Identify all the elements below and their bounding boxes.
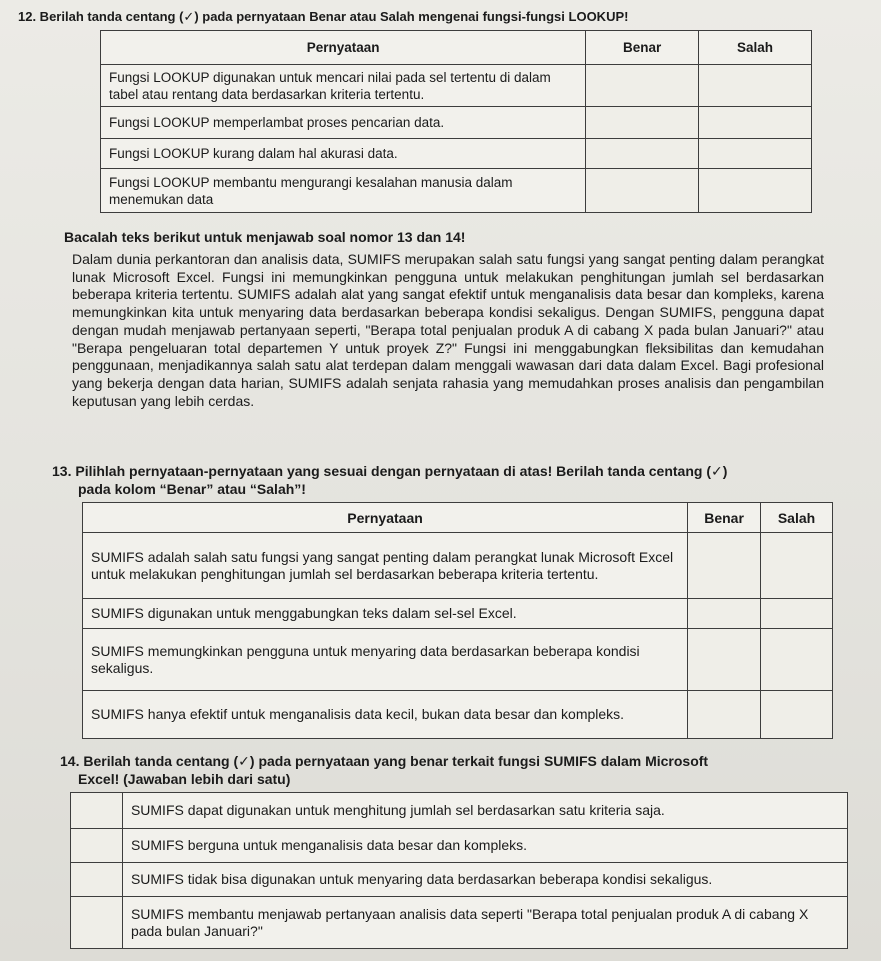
q12-salah-cell[interactable] [699, 65, 812, 107]
list-item [71, 897, 848, 949]
table-row [83, 533, 833, 599]
q12-header-salah: Salah [699, 31, 812, 65]
list-item [71, 863, 848, 897]
q13-benar-cell[interactable] [688, 691, 761, 739]
table-row [83, 691, 833, 739]
table-row [83, 599, 833, 629]
q13-prompt-line1: 13. Pilihlah pernyataan-pernyataan yang sesuai dengan pernyataan di atas! Berilah tanda centang (✓) [52, 463, 728, 479]
q13-salah-cell[interactable] [761, 629, 833, 691]
q12-benar-cell[interactable] [586, 107, 699, 139]
q13-salah-cell[interactable] [761, 533, 833, 599]
q12-header-statement: Pernyataan [101, 31, 586, 65]
q12-benar-cell[interactable] [586, 169, 699, 213]
q13-statement: SUMIFS hanya efektif untuk menganalisis data kecil, bukan data besar dan kompleks. [83, 691, 688, 739]
q14-option: SUMIFS tidak bisa digunakan untuk menyaring data berdasarkan beberapa kondisi sekaligus. [122, 863, 847, 897]
q13-statement: SUMIFS adalah salah satu fungsi yang sangat penting dalam perangkat lunak Microsoft Excel untuk melakukan penghitungan jumlah sel berdasarkan beberapa kriteria tertentu. [83, 533, 688, 599]
q13-salah-cell[interactable] [761, 599, 833, 629]
table-row [101, 65, 812, 107]
reading-passage: Dalam dunia perkantoran dan analisis data, SUMIFS merupakan salah satu fungsi yang sangat penting dalam perangkat lunak Microsoft Excel. Fungsi ini memungkinkan pengguna untuk melakukan penghitungan jumlah sel berdasarkan beberapa kriteria tertentu. SUMIFS adalah alat yang sangat efektif untuk menganalisis data besar dan kompleks, karena memungkinkan kita untuk menyaring data berdasarkan beberapa kondisi sekaligus. Dengan SUMIFS, pengguna dapat dengan mudah menjawab pertanyaan seperti, "Berapa total penjualan produk A di cabang X pada bulan Januari?" atau "Berapa pengeluaran total departemen Y untuk proyek Z?" Fungsi ini menggabungkan fleksibilitas dan kemudahan penggunaan, menjadikannya salah satu alat terdepan dalam menggali wawasan dari data dalam Excel. Bagi profesional yang bekerja dengan data harian, SUMIFS adalah senjata rahasia yang memudahkan proses analisis dan pengambilan keputusan yang lebih cerdas. [72, 251, 824, 409]
reading-heading: Bacalah teks berikut untuk menjawab soal nomor 13 dan 14! [64, 229, 466, 245]
q12-header-row [101, 31, 812, 65]
list-item [71, 793, 848, 829]
q13-benar-cell[interactable] [688, 629, 761, 691]
table-row [101, 169, 812, 213]
table-row [101, 139, 812, 169]
q12-header-benar: Benar [586, 31, 699, 65]
q13-statement: SUMIFS memungkinkan pengguna untuk menyaring data berdasarkan beberapa kondisi sekaligus. [83, 629, 688, 691]
q14-check-cell[interactable] [71, 897, 123, 949]
q13-salah-cell[interactable] [761, 691, 833, 739]
q14-option: SUMIFS membantu menjawab pertanyaan analisis data seperti "Berapa total penjualan produk A di cabang X pada bulan Januari?" [122, 897, 847, 949]
q13-benar-cell[interactable] [688, 599, 761, 629]
q13-header-benar: Benar [688, 503, 761, 533]
q14-option: SUMIFS berguna untuk menganalisis data besar dan kompleks. [122, 829, 847, 863]
q12-benar-cell[interactable] [586, 139, 699, 169]
q13-header-statement: Pernyataan [83, 503, 688, 533]
q13-header-row [83, 503, 833, 533]
q14-prompt-line2: Excel! (Jawaban lebih dari satu) [78, 771, 291, 787]
q12-statement: Fungsi LOOKUP membantu mengurangi kesalahan manusia dalam menemukan data [101, 169, 586, 213]
q14-check-cell[interactable] [71, 793, 123, 829]
q12-table [100, 30, 812, 213]
table-row [101, 107, 812, 139]
q14-table [70, 792, 848, 949]
q14-check-cell[interactable] [71, 863, 123, 897]
q13-statement: SUMIFS digunakan untuk menggabungkan teks dalam sel-sel Excel. [83, 599, 688, 629]
q13-benar-cell[interactable] [688, 533, 761, 599]
q14-prompt-line1: 14. Berilah tanda centang (✓) pada pernyataan yang benar terkait fungsi SUMIFS dalam Microsoft [60, 753, 709, 769]
q12-statement: Fungsi LOOKUP memperlambat proses pencarian data. [101, 107, 586, 139]
q14-check-cell[interactable] [71, 829, 123, 863]
q12-statement: Fungsi LOOKUP kurang dalam hal akurasi data. [101, 139, 586, 169]
q12-salah-cell[interactable] [699, 107, 812, 139]
table-row [83, 629, 833, 691]
q13-table [82, 502, 833, 739]
q12-salah-cell[interactable] [699, 139, 812, 169]
q14-option: SUMIFS dapat digunakan untuk menghitung jumlah sel berdasarkan satu kriteria saja. [122, 793, 847, 829]
q12-prompt: 12. Berilah tanda centang (✓) pada pernyataan Benar atau Salah mengenai fungsi-fungsi LOOKUP! [18, 9, 629, 24]
q12-statement: Fungsi LOOKUP digunakan untuk mencari nilai pada sel tertentu di dalam tabel atau rentang data berdasarkan kriteria tertentu. [101, 65, 586, 107]
q13-header-salah: Salah [761, 503, 833, 533]
list-item [71, 829, 848, 863]
q12-benar-cell[interactable] [586, 65, 699, 107]
q13-prompt-line2: pada kolom “Benar” atau “Salah”! [78, 481, 306, 497]
q12-salah-cell[interactable] [699, 169, 812, 213]
